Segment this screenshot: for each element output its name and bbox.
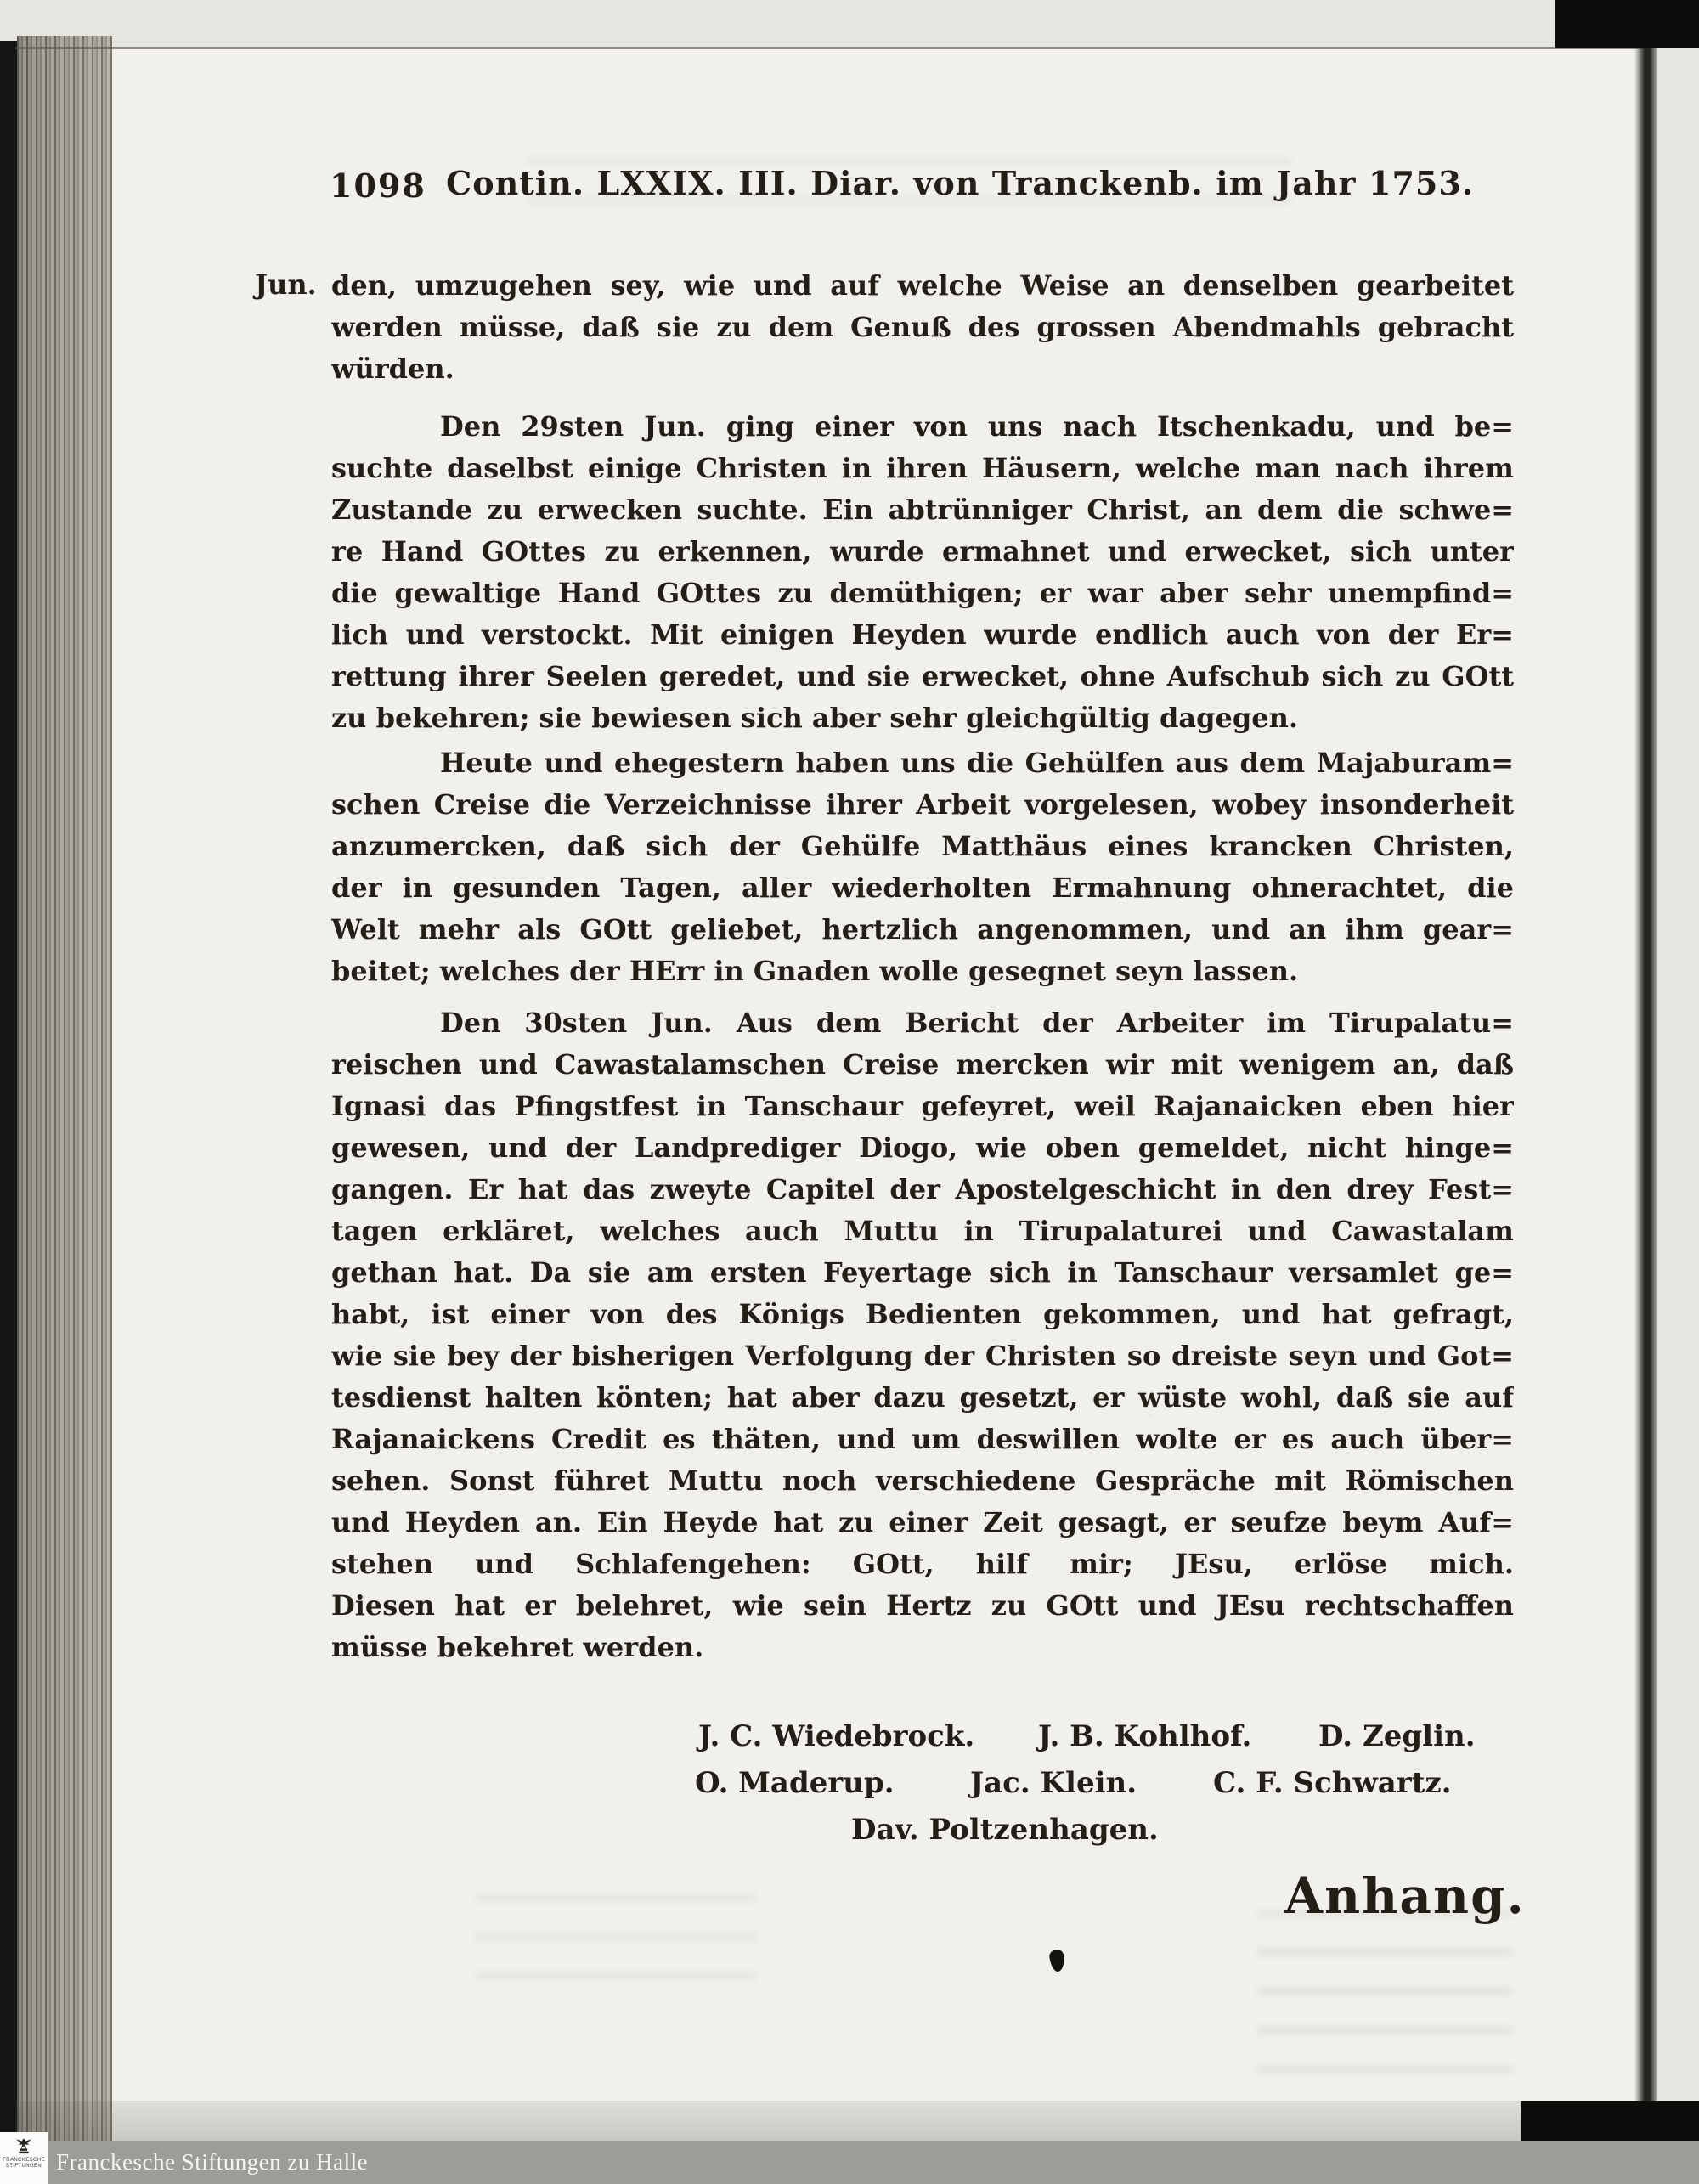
text-line: Welt mehr als GOtt geliebet, hertzlich angenommen, und an ihm gear= [331,913,1514,945]
text-line: den, umzugehen sey, wie und auf welche Weise an denselben gearbeitet [331,269,1514,302]
paragraph [331,742,1514,992]
text-line: Den 30sten Jun. Aus dem Bericht der Arbeiter im Tirupalatu= [440,1007,1514,1039]
text-line: Heute und ehegestern haben uns die Gehülfen aus dem Majaburam= [440,747,1514,779]
text-line: tesdienst halten könten; hat aber dazu gesetzt, er wüste wohl, daß sie auf [331,1381,1514,1414]
institution-logo [0,2132,48,2184]
page-top-edge-line [15,47,1646,49]
signature: D. Zeglin. [1318,1719,1476,1753]
text-line: Zustande zu erwecken suchte. Ein abtrünniger Christ, an dem die schwe= [331,494,1514,526]
signature: O. Maderup. [695,1766,895,1800]
scan-top-margin [0,0,1699,48]
text-line: Rajanaickens Credit es thäten, und um deswillen wolte er es auch über= [331,1423,1514,1455]
logo-caption-line2: STIFTUNGEN [5,2164,42,2169]
signature: Dav. Poltzenhagen. [851,1813,1159,1847]
eagle-logo-icon [13,2136,35,2158]
text-line: suchte daselbst einige Christen in ihren Häusern, welche man nach ihrem [331,452,1514,484]
text-line: der in gesunden Tagen, aller wiederholten Ermahnung ohnerachtet, die [331,872,1514,904]
text-line: gewesen, und der Landprediger Diogo, wie oben gemeldet, nicht hinge= [331,1132,1514,1164]
facing-page-sliver [1657,47,1699,2102]
scan-black-corner-top [1555,0,1699,48]
text-line: stehen und Schlafengehen: GOtt, hilf mir; JEsu, erlöse mich. [331,1548,1514,1580]
text-line: Diesen hat er belehret, wie sein Hertz zu GOtt und JEsu rechtschaffen [331,1589,1514,1622]
scan-left-edge [0,41,17,2184]
text-line: gangen. Er hat das zweyte Capitel der Apostelgeschicht in den drey Fest= [331,1173,1514,1205]
catchword-anhang: Anhang. [1284,1867,1526,1925]
signature: C. F. Schwartz. [1213,1766,1452,1800]
text-line: müsse bekehret werden. [331,1631,704,1663]
text-line: schen Creise die Verzeichnisse ihrer Arbeit vorgelesen, wobey insonderheit [331,788,1514,821]
signature: Jac. Klein. [970,1766,1137,1800]
text-line: Den 29sten Jun. ging einer von uns nach Itschenkadu, und be= [440,410,1514,443]
text-line: habt, ist einer von des Königs Bedienten gekommen, und hat gefragt, [331,1298,1514,1330]
paragraph [331,265,1514,390]
running-title: Contin. LXXIX. III. Diar. von Tranckenb. im Jahr 1753. [446,164,1474,202]
text-line: wie sie bey der bisherigen Verfolgung der Christen so dreiste seyn und Got= [331,1340,1514,1372]
text-line: rettung ihrer Seelen geredet, und sie erwecket, ohne Aufschub sich zu GOtt [331,660,1514,692]
paragraph [331,1002,1514,1668]
text-line: würden. [331,353,454,385]
signature: J. B. Kohlhof. [1038,1719,1252,1753]
logo-caption-line1: FRANCKESCHE [3,2158,45,2163]
text-line: werden müsse, daß sie zu dem Genuß des grossen Abendmahls gebracht [331,311,1514,343]
margin-note-month: Jun. [255,268,317,301]
text-line: die gewaltige Hand GOttes zu demüthigen; er war aber sehr unempfind= [331,577,1514,609]
text-line: und Heyden an. Ein Heyde hat zu einer Zeit gesagt, er seufze beym Auf= [331,1506,1514,1538]
page-bottom-edge-shadow [15,2101,1640,2141]
text-line: lich und verstockt. Mit einigen Heyden wurde endlich auch von der Er= [331,618,1514,651]
page-number: 1098 [330,166,426,205]
book-page-edges [17,36,112,2184]
text-line: Ignasi das Pfingstfest in Tanschaur gefeyret, weil Rajanaicken eben hier [331,1090,1514,1122]
scan-black-corner-bottom [1521,2101,1699,2142]
text-line: zu bekehren; sie bewiesen sich aber sehr gleichgültig dagegen. [331,702,1298,734]
text-line: tagen erkläret, welches auch Muttu in Tirupalaturei und Cawastalam [331,1215,1514,1247]
text-line: re Hand GOttes zu erkennen, wurde ermahnet und erwecket, sich unter [331,535,1514,567]
text-line: anzumercken, daß sich der Gehülfe Matthäus eines krancken Christen, [331,830,1514,862]
signature: J. C. Wiedebrock. [698,1719,975,1753]
paragraph [331,406,1514,739]
text-line: reischen und Cawastalamschen Creise mercken wir mit wenigem an, daß [331,1048,1514,1081]
text-line: gethan hat. Da sie am ersten Feyertage sich in Tanschaur versamlet ge= [331,1256,1514,1289]
institution-name-label: Franckesche Stiftungen zu Halle [56,2149,369,2175]
text-line: sehen. Sonst führet Muttu noch verschiedene Gespräche mit Römischen [331,1464,1514,1497]
logo-caption [3,2158,45,2170]
text-line: beitet; welches der HErr in Gnaden wolle gesegnet seyn lassen. [331,955,1299,987]
